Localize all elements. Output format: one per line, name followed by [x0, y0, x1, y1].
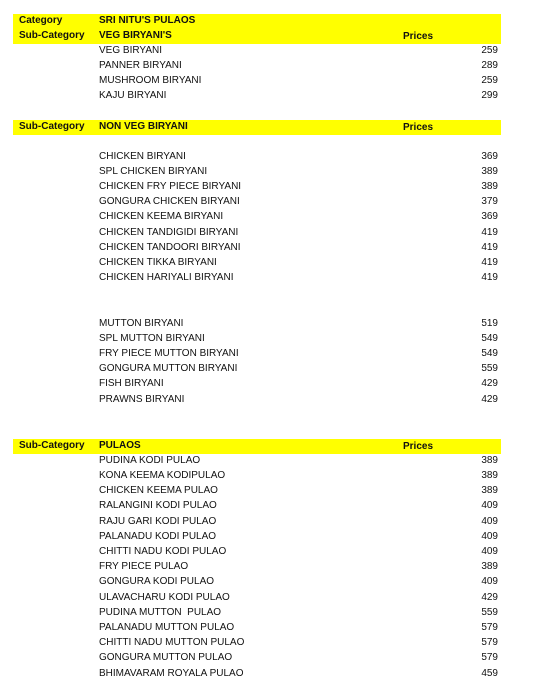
menu-item-price: 549	[481, 348, 498, 359]
menu-item-name: RAJU GARI KODI PULAO	[99, 516, 217, 527]
menu-item-name: KONA KEEMA KODIPULAO	[99, 470, 226, 481]
menu-item-price: 389	[481, 181, 498, 192]
menu-item-name: CHITTI NADU MUTTON PULAO	[99, 637, 245, 648]
menu-item-price: 419	[481, 227, 498, 238]
menu-item-price: 409	[481, 500, 498, 511]
menu-item-price: 369	[481, 151, 498, 162]
menu-item-name: MUSHROOM BIRYANI	[99, 75, 202, 86]
menu-item-name: CHICKEN HARIYALI BIRYANI	[99, 272, 234, 283]
menu-item-name: FISH BIRYANI	[99, 378, 164, 389]
menu-item-price: 419	[481, 272, 498, 283]
menu-item-name: CHICKEN KEEMA PULAO	[99, 485, 218, 496]
subcategory-label: Sub-Category	[19, 440, 85, 451]
menu-item-price: 409	[481, 516, 498, 527]
menu-item-price: 389	[481, 485, 498, 496]
menu-item-price: 299	[481, 90, 498, 101]
menu-item-name: CHICKEN FRY PIECE BIRYANI	[99, 181, 242, 192]
menu-item-name: CHITTI NADU KODI PULAO	[99, 546, 227, 557]
menu-item-name: FRY PIECE MUTTON BIRYANI	[99, 348, 239, 359]
menu-item-name: SPL CHICKEN BIRYANI	[99, 166, 208, 177]
menu-item-name: GONGURA MUTTON PULAO	[99, 652, 233, 663]
menu-item-name: FRY PIECE PULAO	[99, 561, 189, 572]
prices-header: Prices	[403, 122, 434, 133]
menu-item-name: VEG BIRYANI	[99, 45, 162, 56]
menu-item-name: CHICKEN TANDOORI BIRYANI	[99, 242, 241, 253]
prices-header: Prices	[403, 441, 434, 452]
subcategory-name: VEG BIRYANI'S	[99, 30, 172, 41]
menu-item-name: PALANADU MUTTON PULAO	[99, 622, 235, 633]
menu-item-price: 259	[481, 75, 498, 86]
menu-item-price: 579	[481, 622, 498, 633]
menu-item-name: CHICKEN KEEMA BIRYANI	[99, 211, 224, 222]
subcategory-label: Sub-Category	[19, 30, 85, 41]
menu-item-name: PUDINA KODI PULAO	[99, 455, 201, 466]
category-value: SRI NITU'S PULAOS	[99, 15, 196, 26]
menu-item-name: SPL MUTTON BIRYANI	[99, 333, 205, 344]
menu-item-price: 519	[481, 318, 498, 329]
menu-item-price: 369	[481, 211, 498, 222]
subcategory-name: NON VEG BIRYANI	[99, 121, 188, 132]
menu-item-price: 389	[481, 166, 498, 177]
menu-item-name: GONGURA MUTTON BIRYANI	[99, 363, 238, 374]
menu-item-price: 429	[481, 592, 498, 603]
menu-item-name: ULAVACHARU KODI PULAO	[99, 592, 230, 603]
subcategory-name: PULAOS	[99, 440, 141, 451]
menu-item-price: 429	[481, 378, 498, 389]
menu-item-name: PUDINA MUTTON PULAO	[99, 607, 222, 618]
menu-item-name: PANNER BIRYANI	[99, 60, 182, 71]
prices-header: Prices	[403, 31, 434, 42]
menu-item-price: 389	[481, 470, 498, 481]
menu-item-name: CHICKEN TANDIGIDI BIRYANI	[99, 227, 239, 238]
menu-item-name: GONGURA CHICKEN BIRYANI	[99, 196, 240, 207]
menu-item-name: BHIMAVARAM ROYALA PULAO	[99, 668, 244, 679]
menu-item-price: 409	[481, 546, 498, 557]
menu-item-price: 549	[481, 333, 498, 344]
menu-item-price: 559	[481, 607, 498, 618]
menu-item-price: 379	[481, 196, 498, 207]
menu-item-price: 579	[481, 652, 498, 663]
menu-item-price: 459	[481, 668, 498, 679]
menu-item-name: CHICKEN TIKKA BIRYANI	[99, 257, 217, 268]
menu-item-price: 579	[481, 637, 498, 648]
menu-item-price: 389	[481, 455, 498, 466]
menu-item-name: CHICKEN BIRYANI	[99, 151, 186, 162]
menu-item-name: KAJU BIRYANI	[99, 90, 167, 101]
menu-item-price: 259	[481, 45, 498, 56]
menu-item-price: 409	[481, 531, 498, 542]
menu-item-price: 419	[481, 242, 498, 253]
menu-item-price: 559	[481, 363, 498, 374]
menu-item-name: PRAWNS BIRYANI	[99, 394, 185, 405]
menu-item-name: RALANGINI KODI PULAO	[99, 500, 217, 511]
menu-item-price: 419	[481, 257, 498, 268]
menu-item-price: 429	[481, 394, 498, 405]
menu-item-price: 289	[481, 60, 498, 71]
menu-item-name: MUTTON BIRYANI	[99, 318, 184, 329]
menu-item-name: GONGURA KODI PULAO	[99, 576, 215, 587]
menu-item-name: PALANADU KODI PULAO	[99, 531, 217, 542]
category-label: Category	[19, 15, 63, 26]
menu-item-price: 409	[481, 576, 498, 587]
menu-item-price: 389	[481, 561, 498, 572]
subcategory-label: Sub-Category	[19, 121, 85, 132]
